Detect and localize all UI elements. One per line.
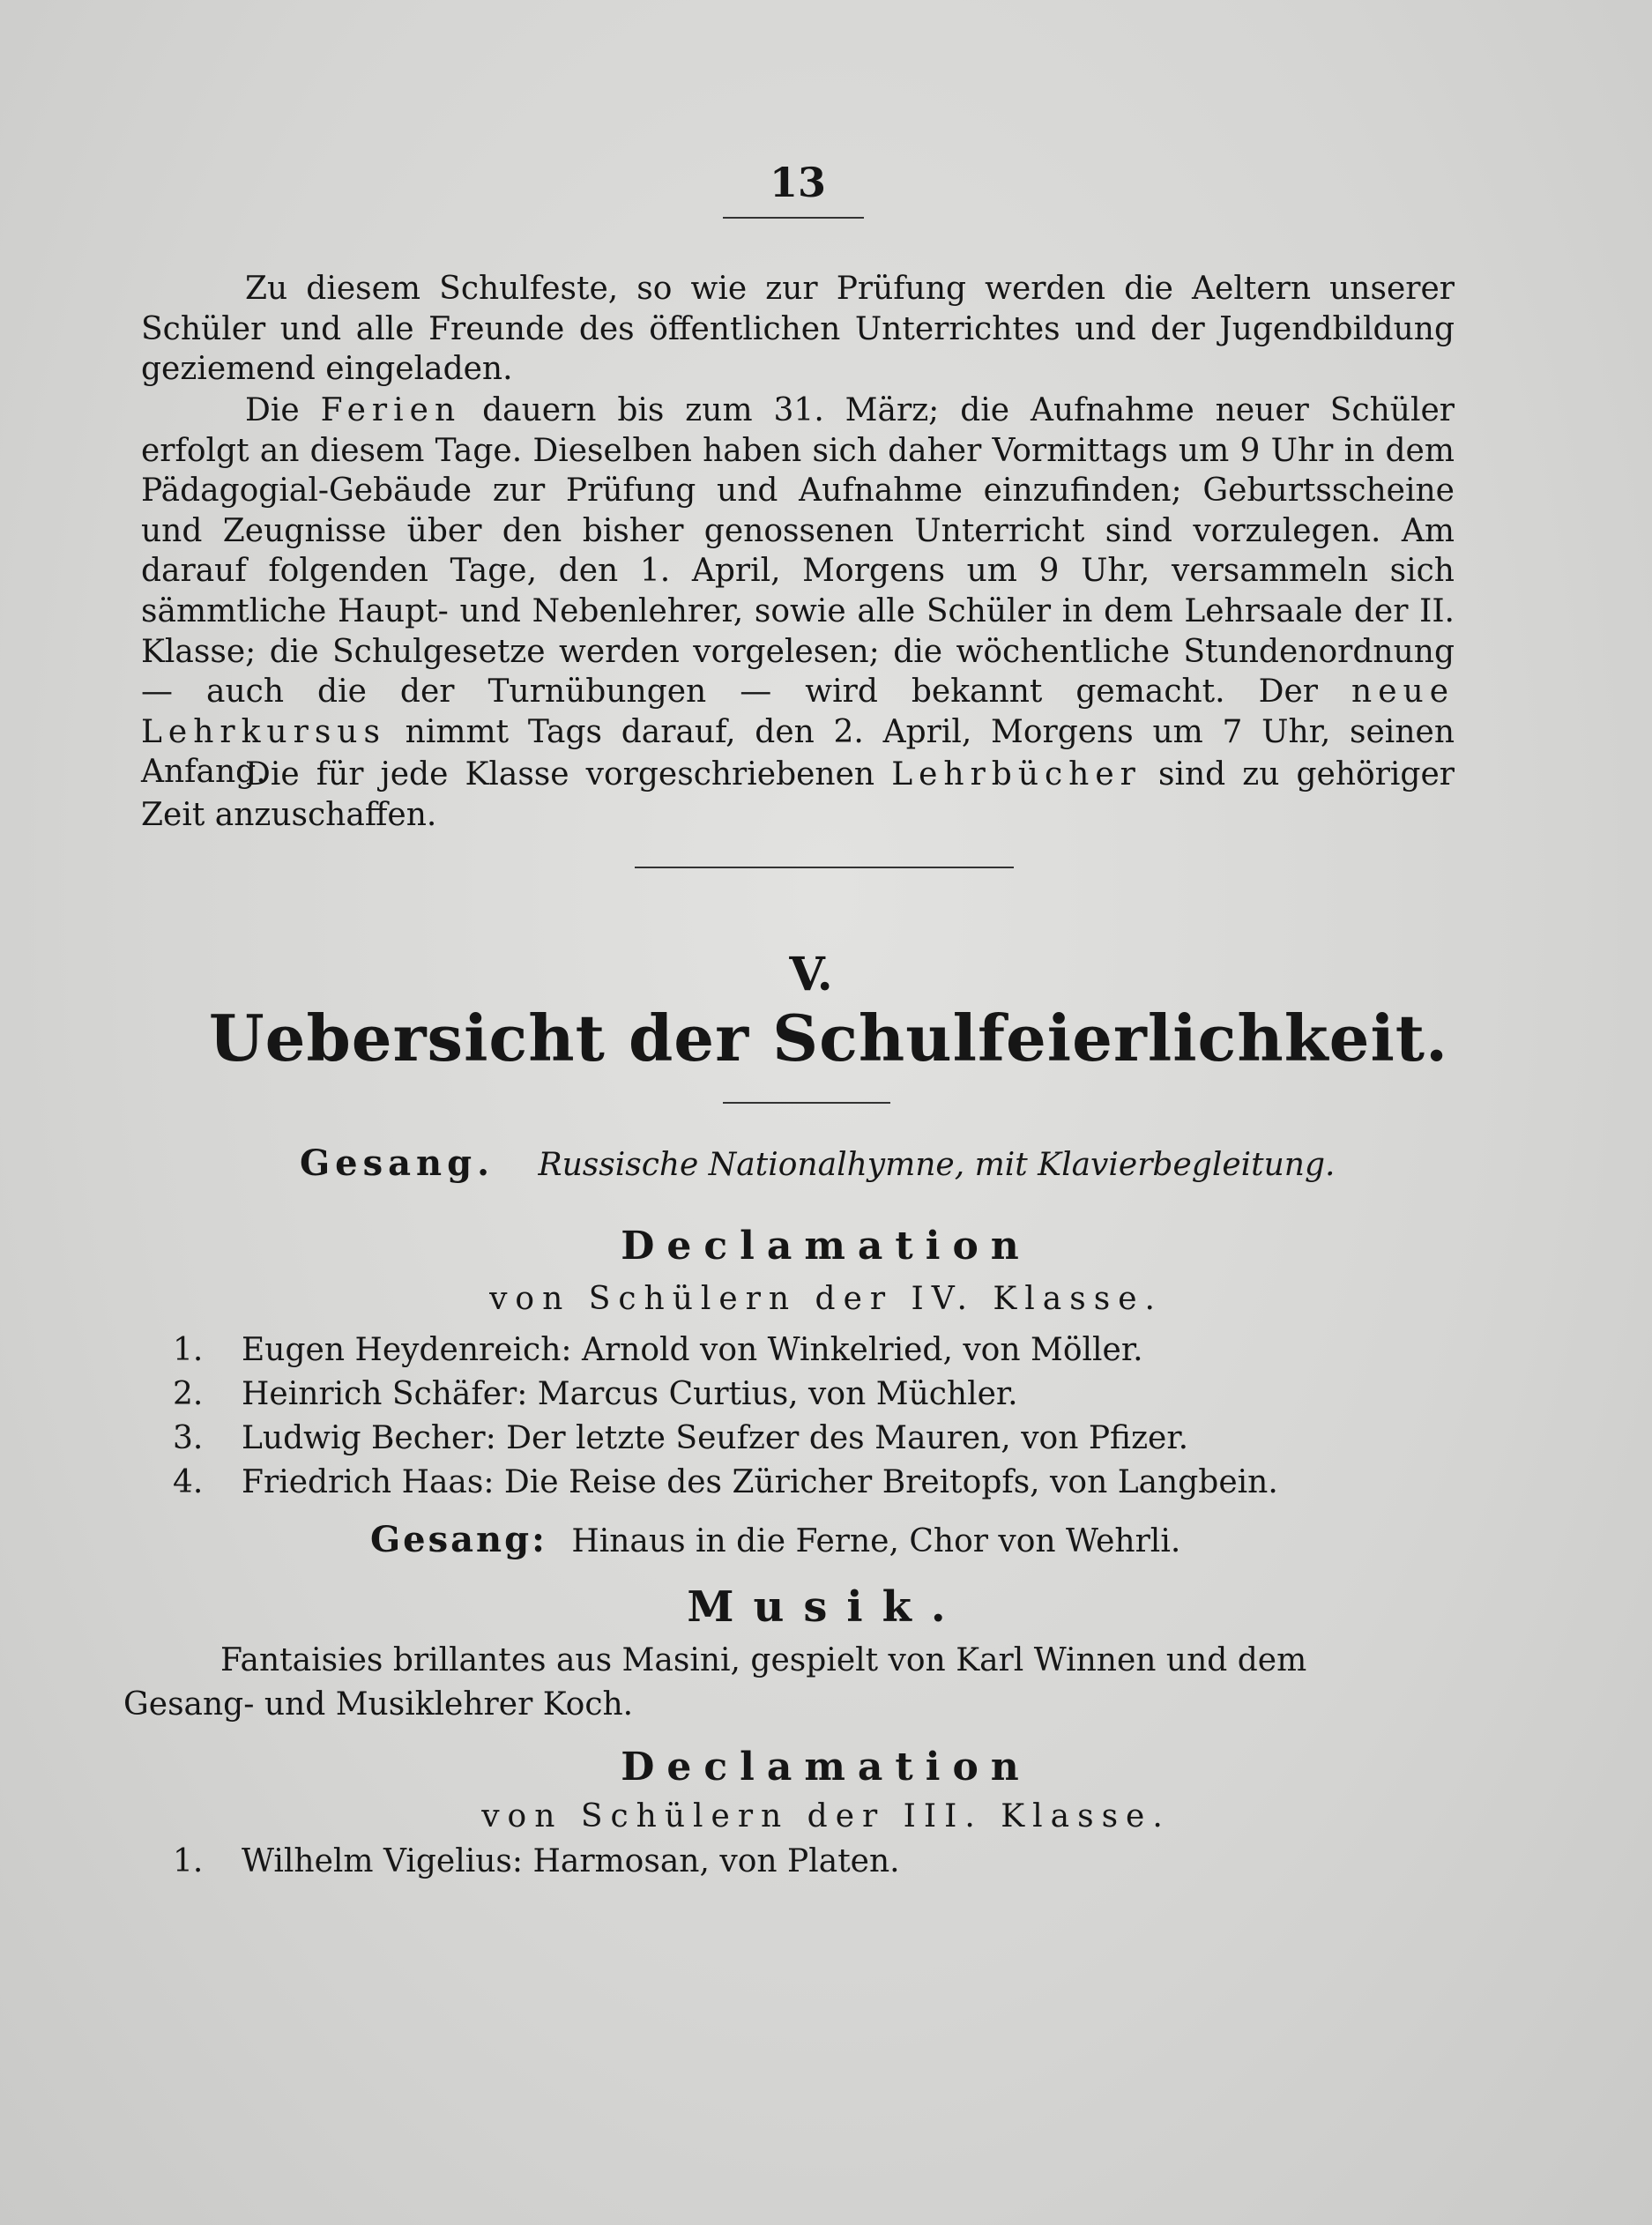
list-item <box>173 1420 1188 1456</box>
gesang-line-1 <box>300 1142 1335 1184</box>
course-term: neue Lehrkursus <box>141 673 1455 750</box>
item-text: Friedrich Haas: Die Reise des Züricher Breitopfs, von Langbein. <box>242 1464 1278 1500</box>
gesang-text-2: Hinaus in die Ferne, Chor von Wehrli. <box>571 1523 1181 1559</box>
section-numeral: V. <box>789 948 833 1001</box>
musik-line-1: Fantaisies brillantes aus Masini, gespielt von Karl Winnen und dem <box>220 1642 1307 1678</box>
item-number: 2. <box>173 1376 204 1412</box>
paragraph-textbooks <box>141 755 1455 835</box>
section-title: Uebersicht der Schulfeierlichkeit. <box>208 1001 1449 1075</box>
musik-line-2: Gesang- und Musiklehrer Koch. <box>123 1686 634 1723</box>
page-number: 13 <box>769 159 826 206</box>
gesang-label-2: Gesang: <box>370 1519 547 1560</box>
declamation-subtitle-1: von Schülern der IV. Klasse. <box>489 1281 1163 1317</box>
paragraph-holidays <box>141 391 1455 793</box>
gesang-line-2 <box>370 1519 1180 1560</box>
section-divider <box>635 867 1014 868</box>
item-number: 4. <box>173 1464 204 1500</box>
musik-title: Musik. <box>687 1582 965 1632</box>
title-rule <box>723 1102 890 1104</box>
list-item <box>173 1332 1143 1368</box>
declamation-subtitle-2: von Schülern der III. Klasse. <box>481 1798 1171 1834</box>
gesang-label-1: Gesang. <box>300 1142 495 1184</box>
gesang-text-1: Russische Nationalhymne, mit Klavierbegleitung. <box>538 1147 1336 1183</box>
paragraph-invitation: Zu diesem Schulfeste, so wie zur Prüfung werden die Aeltern unserer Schüler und alle Freunde des öffentlichen Unterrichtes und der Jugendbildung geziemend eingeladen. <box>141 271 1455 388</box>
item-number: 1. <box>173 1332 204 1368</box>
item-text: Ludwig Becher: Der letzte Seufzer des Mauren, von Pfizer. <box>242 1420 1189 1456</box>
item-text: Eugen Heydenreich: Arnold von Winkelried, von Möller. <box>242 1332 1143 1368</box>
holidays-lead: Die <box>245 392 300 428</box>
textbooks-text-a: Die für jede Klasse vorgeschriebenen <box>245 756 875 793</box>
textbooks-text-b: sind zu gehöriger Zeit anzuschaffen. <box>141 756 1455 833</box>
declamation-title-1: Declamation <box>621 1224 1031 1269</box>
declamation-title-2: Declamation <box>621 1745 1031 1790</box>
holidays-text-b: nimmt Tags darauf, den 2. April, Morgens um 7 Uhr, seinen Anfang. <box>141 713 1455 791</box>
item-number: 3. <box>173 1420 204 1456</box>
page-number-rule <box>723 217 864 219</box>
item-number: 1. <box>173 1843 204 1879</box>
list-item <box>173 1464 1278 1500</box>
textbooks-term: Lehrbücher <box>891 756 1142 793</box>
item-text: Wilhelm Vigelius: Harmosan, von Platen. <box>242 1843 900 1879</box>
holidays-text-a: dauern bis zum 31. März; die Aufnahme neuer Schüler erfolgt an diesem Tage. Dieselben haben sich daher Vormittags um 9 Uhr in dem Pädagogial-Gebäude zur Prüfung und Aufnahme einzufinden; Geburtsscheine und Zeugnisse über den bisher genossenen Unterricht sind vorzulegen. Am darauf folgenden Tage, den 1. April, Morgens um 9 Uhr, versammeln sich sämmtliche Haupt- und Nebenlehrer, sowie alle Schüler in dem Lehrsaale der II. Klasse; die Schulgesetze werden vorgelesen; die wöchentliche Stundenordnung — auch die der Turnübungen — wird bekannt gemacht. Der <box>141 392 1455 711</box>
list-item <box>173 1843 900 1879</box>
holidays-term: Ferien <box>320 392 462 428</box>
list-item <box>173 1376 1018 1412</box>
item-text: Heinrich Schäfer: Marcus Curtius, von Müchler. <box>242 1376 1018 1412</box>
